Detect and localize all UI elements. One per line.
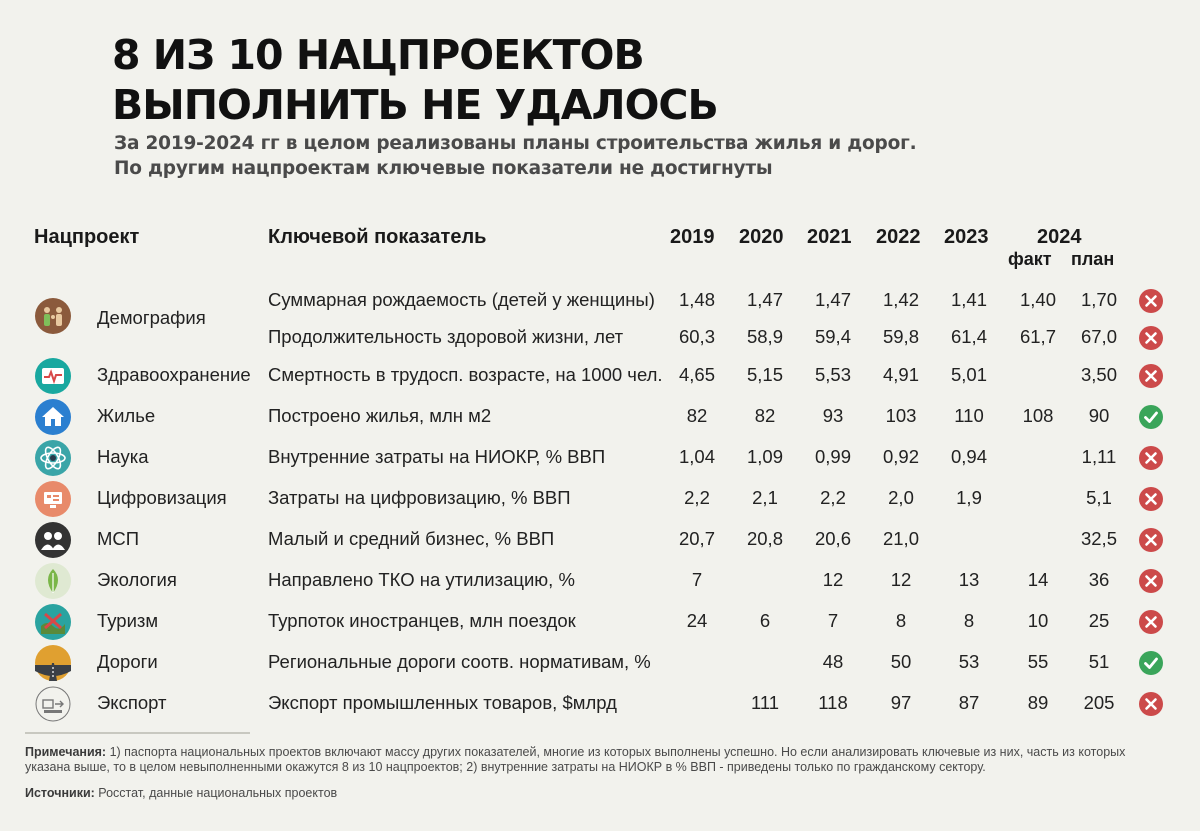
value-cell: 48	[822, 651, 844, 672]
indicator-label: Региональные дороги соотв. нормативам, %	[268, 651, 651, 672]
table-row	[0, 440, 1200, 480]
notes-text: 1) паспорта национальных проектов включают массу других показателей, многие из которых выполнены успешно. Но если анализировать ключевые из них, часть из которых указана выше, то в целом невыполненными окажутся 8 из 10 нацпроектов; 2) внутренние затраты на НИОКР в % ВВП - приведены только по гражданскому сектору.	[25, 745, 1126, 774]
value-cell: 4,91	[882, 364, 919, 385]
value-cell: 20,7	[678, 528, 715, 549]
page-title	[112, 30, 718, 130]
value-cell: 87	[958, 692, 980, 713]
header-indicator: Ключевой показатель	[268, 226, 487, 248]
table-row	[0, 399, 1200, 439]
value-cell: 93	[822, 405, 844, 426]
table-row	[0, 481, 1200, 521]
cross-icon	[1138, 527, 1164, 553]
value-cell: 1,9	[956, 487, 982, 508]
value-cell: 3,50	[1080, 364, 1117, 385]
value-cell: 50	[890, 651, 912, 672]
value-cell: 111	[750, 692, 780, 713]
value-cell: 1,04	[678, 446, 715, 467]
value-cell: 1,09	[746, 446, 783, 467]
house-icon	[35, 399, 71, 435]
footer-divider	[25, 732, 250, 734]
project-name: Экология	[97, 569, 177, 590]
project-name: Здравоохранение	[97, 364, 251, 385]
header-year-2021: 2021	[807, 226, 852, 248]
cross-icon	[1138, 486, 1164, 512]
header-project: Нацпроект	[34, 226, 140, 248]
table-row	[0, 283, 1200, 328]
value-cell: 5,01	[950, 364, 987, 385]
project-name: Цифровизация	[97, 487, 227, 508]
value-cell: 1,40	[1019, 289, 1056, 310]
value-cell: 82	[754, 405, 776, 426]
value-cell: 5,1	[1086, 487, 1112, 508]
sources-text: Росстат, данные национальных проектов	[94, 786, 338, 800]
value-cell: 0,94	[950, 446, 987, 467]
header-year-2022: 2022	[876, 226, 921, 248]
value-cell: 8	[895, 610, 907, 631]
business-people-icon	[35, 522, 71, 558]
value-cell: 61,7	[1019, 326, 1056, 347]
value-cell: 14	[1027, 569, 1049, 590]
value-cell: 108	[1022, 405, 1054, 426]
cross-icon	[1138, 609, 1164, 635]
value-cell: 103	[885, 405, 917, 426]
value-cell: 2,2	[820, 487, 846, 508]
value-cell: 90	[1088, 405, 1110, 426]
indicator-label: Суммарная рождаемость (детей у женщины)	[268, 289, 655, 310]
value-cell: 60,3	[678, 326, 715, 347]
subtitle-line-2: По другим нацпроектам ключевые показатели не достигнуты	[114, 158, 773, 179]
value-cell: 36	[1088, 569, 1110, 590]
indicator-label: Внутренние затраты на НИОКР, % ВВП	[268, 446, 606, 467]
value-cell: 51	[1088, 651, 1110, 672]
value-cell: 4,65	[678, 364, 715, 385]
value-cell: 32,5	[1080, 528, 1117, 549]
cross-icon	[1138, 445, 1164, 471]
globe-plane-icon	[35, 604, 71, 640]
header-year-2019: 2019	[670, 226, 715, 248]
value-cell: 2,0	[888, 487, 914, 508]
value-cell: 53	[958, 651, 980, 672]
value-cell: 1,11	[1081, 446, 1117, 467]
project-name: МСП	[97, 528, 140, 549]
project-name: Жилье	[97, 405, 156, 426]
value-cell: 59,8	[882, 326, 919, 347]
sources	[25, 786, 337, 800]
table-row	[0, 645, 1200, 685]
value-cell: 5,15	[746, 364, 783, 385]
table-row	[0, 563, 1200, 603]
sources-label: Источники:	[25, 786, 95, 800]
table-row	[0, 320, 1200, 360]
cross-icon	[1138, 691, 1164, 717]
value-cell: 1,47	[746, 289, 783, 310]
atom-icon	[35, 440, 71, 476]
value-cell: 58,9	[746, 326, 783, 347]
indicator-label: Экспорт промышленных товаров, $млрд	[268, 692, 617, 713]
leaf-icon	[35, 563, 71, 599]
value-cell: 1,70	[1080, 289, 1117, 310]
road-icon	[35, 645, 71, 681]
value-cell: 67,0	[1080, 326, 1117, 347]
value-cell: 205	[1083, 692, 1115, 713]
table-row	[0, 358, 1200, 398]
value-cell: 1,47	[814, 289, 851, 310]
header-year-2024: 2024	[1037, 226, 1082, 248]
value-cell: 13	[958, 569, 980, 590]
value-cell: 20,6	[814, 528, 851, 549]
indicator-label: Смертность в трудосп. возрасте, на 1000 чел.	[268, 364, 663, 385]
project-name: Наука	[97, 446, 149, 467]
heart-pulse-icon	[35, 358, 71, 394]
table-row	[0, 604, 1200, 644]
project-name: Туризм	[97, 610, 159, 631]
value-cell: 97	[890, 692, 912, 713]
value-cell: 10	[1027, 610, 1049, 631]
value-cell: 1,42	[882, 289, 919, 310]
header-fact: факт	[1008, 249, 1052, 269]
value-cell: 2,1	[752, 487, 778, 508]
value-cell: 0,92	[882, 446, 919, 467]
notes	[25, 745, 1165, 775]
cross-icon	[1138, 568, 1164, 594]
indicator-label: Малый и средний бизнес, % ВВП	[268, 528, 555, 549]
header-plan: план	[1071, 249, 1115, 269]
value-cell: 7	[691, 569, 703, 590]
table-row	[0, 522, 1200, 562]
value-cell: 12	[822, 569, 844, 590]
value-cell: 8	[963, 610, 975, 631]
value-cell: 6	[759, 610, 771, 631]
title-line-2: ВЫПОЛНИТЬ НЕ УДАЛОСЬ	[112, 81, 718, 129]
cross-icon	[1138, 325, 1164, 351]
notes-label: Примечания:	[25, 745, 107, 759]
value-cell: 89	[1027, 692, 1049, 713]
indicator-label: Продолжительность здоровой жизни, лет	[268, 326, 624, 347]
page-subtitle	[114, 131, 916, 181]
computer-icon	[35, 481, 71, 517]
value-cell: 5,53	[814, 364, 851, 385]
value-cell: 7	[827, 610, 839, 631]
export-icon	[35, 686, 71, 722]
value-cell: 12	[890, 569, 912, 590]
value-cell: 61,4	[950, 326, 987, 347]
value-cell: 82	[686, 405, 708, 426]
value-cell: 1,48	[678, 289, 715, 310]
value-cell: 25	[1088, 610, 1110, 631]
checkmark-icon	[1138, 404, 1164, 430]
indicator-label: Турпоток иностранцев, млн поездок	[268, 610, 576, 631]
value-cell: 21,0	[882, 528, 919, 549]
value-cell: 24	[686, 610, 708, 631]
indicator-label: Затраты на цифровизацию, % ВВП	[268, 487, 571, 508]
checkmark-icon	[1138, 650, 1164, 676]
project-name: Экспорт	[97, 692, 167, 713]
cross-icon	[1138, 288, 1164, 314]
cross-icon	[1138, 363, 1164, 389]
value-cell: 0,99	[814, 446, 851, 467]
table-row	[0, 686, 1200, 726]
value-cell: 2,2	[684, 487, 710, 508]
subtitle-line-1: За 2019-2024 гг в целом реализованы планы строительства жилья и дорог.	[114, 133, 917, 154]
header-year-2020: 2020	[739, 226, 784, 248]
title-line-1: 8 ИЗ 10 НАЦПРОЕКТОВ	[112, 31, 644, 79]
project-name: Дороги	[97, 651, 158, 672]
value-cell: 1,41	[950, 289, 987, 310]
value-cell: 59,4	[814, 326, 851, 347]
value-cell: 118	[818, 692, 848, 713]
indicator-label: Направлено ТКО на утилизацию, %	[268, 569, 575, 590]
value-cell: 55	[1027, 651, 1049, 672]
value-cell: 110	[954, 405, 984, 426]
header-year-2023: 2023	[944, 226, 989, 248]
project-name: Демография	[97, 307, 206, 328]
indicator-label: Построено жилья, млн м2	[268, 405, 492, 426]
value-cell: 20,8	[746, 528, 783, 549]
